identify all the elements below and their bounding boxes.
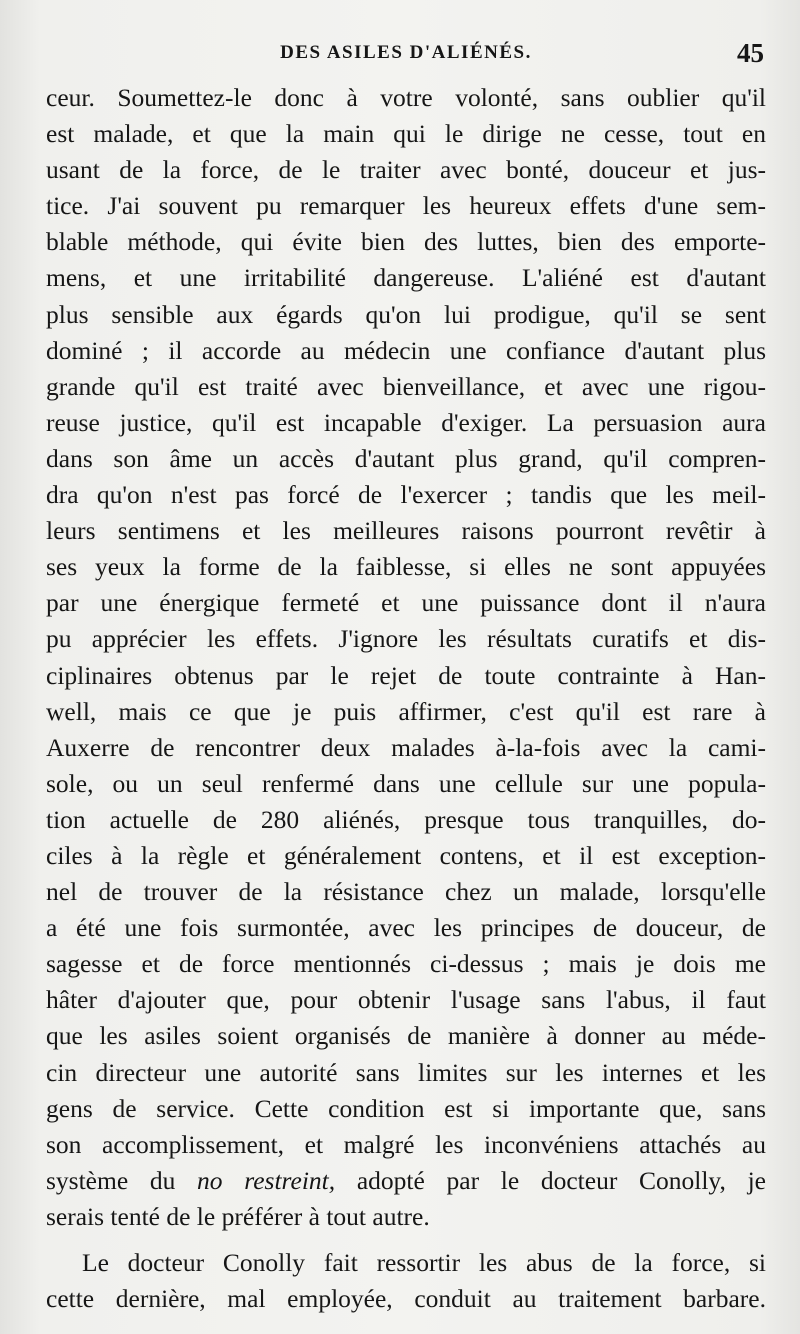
text-line: tice. J'ai souvent pu remarquer les heureux effets d'une sem-	[46, 191, 766, 221]
text-line: dominé ; il accorde au médecin une confiance d'autant plus	[46, 335, 766, 365]
text-line: dans son âme un accès d'autant plus grand, qu'il compren-	[46, 443, 766, 473]
text-line: well, mais ce que je puis affirmer, c'est qu'il est rare à	[46, 696, 766, 726]
text-line: cette dernière, mal employée, conduit au traitement barbare.	[46, 1284, 766, 1314]
text-line: a été une fois surmontée, avec les principes de douceur, de	[46, 913, 766, 943]
text-line-with-italic	[46, 1163, 766, 1199]
text-line: ciplinaires obtenus par le rejet de toute contrainte à Han-	[46, 660, 766, 690]
text-line: hâter d'ajouter que, pour obtenir l'usage sans l'abus, il faut	[46, 985, 766, 1015]
text-line: usant de la force, de le traiter avec bonté, douceur et jus-	[46, 155, 766, 185]
text-line: gens de service. Cette condition est si importante que, sans	[46, 1093, 766, 1123]
text-line: nel de trouver de la résistance chez un malade, lorsqu'elle	[46, 877, 766, 907]
text-line: est malade, et que la main qui le dirige ne cesse, tout en	[46, 119, 766, 149]
text-line: que les asiles soient organisés de manière à donner au méde-	[46, 1021, 766, 1051]
text-fragment: système du	[46, 1165, 198, 1195]
text-line: ceur. Soumettez-le donc à votre volonté, sans oublier qu'il	[46, 83, 766, 112]
text-line: grande qu'il est traité avec bienveillance, et avec une rigou-	[46, 371, 766, 401]
text-line: sole, ou un seul renfermé dans une cellule sur une popula-	[46, 768, 766, 798]
text-line: sagesse et de force mentionnés ci-dessus ; mais je dois me	[46, 949, 766, 979]
text-line: dra qu'on n'est pas forcé de l'exercer ; tandis que les meil-	[46, 480, 766, 510]
text-line: blable méthode, qui évite bien des luttes, bien des emporte-	[46, 227, 766, 257]
text-line: mens, et une irritabilité dangereuse. L'aliéné est d'autant	[46, 263, 766, 293]
paragraph-1	[46, 80, 766, 1235]
text-line: son accomplissement, et malgré les inconvéniens attachés au	[46, 1129, 766, 1159]
text-line: Auxerre de rencontrer deux malades à-la-fois avec la cami-	[46, 732, 766, 762]
text-line: tion actuelle de 280 aliénés, presque tous tranquilles, do-	[46, 804, 766, 834]
text-line: ciles à la règle et généralement contens, et il est exception-	[46, 840, 766, 870]
text-line-last: serais tenté de le préférer à tout autre.	[46, 1201, 430, 1231]
text-line: par une énergique fermeté et une puissance dont il n'aura	[46, 588, 766, 618]
page-header	[48, 36, 764, 76]
text-line: ses yeux la forme de la faiblesse, si elles ne sont appuyées	[46, 552, 766, 582]
text-line: reuse justice, qu'il est incapable d'exiger. La persuasion aura	[46, 407, 766, 437]
paragraph-gap	[46, 1235, 766, 1245]
text-line-first: Le docteur Conolly fait ressortir les abus de la force, si	[82, 1248, 766, 1277]
text-line: cin directeur une autorité sans limites sur les internes et les	[46, 1057, 766, 1087]
running-title: DES ASILES D'ALIÉNÉS.	[280, 42, 532, 63]
text-line: leurs sentimens et les meilleures raisons pourront revêtir à	[46, 516, 766, 546]
italic-term: no restreint,	[197, 1165, 336, 1195]
body-text	[46, 80, 766, 1317]
text-fragment: adopté par le docteur Conolly, je	[335, 1165, 766, 1195]
page-number: 45	[737, 38, 764, 68]
text-line: pu apprécier les effets. J'ignore les résultats curatifs et dis-	[46, 624, 766, 654]
text-line: plus sensible aux égards qu'on lui prodigue, qu'il se sent	[46, 299, 766, 329]
paragraph-2	[46, 1245, 766, 1317]
